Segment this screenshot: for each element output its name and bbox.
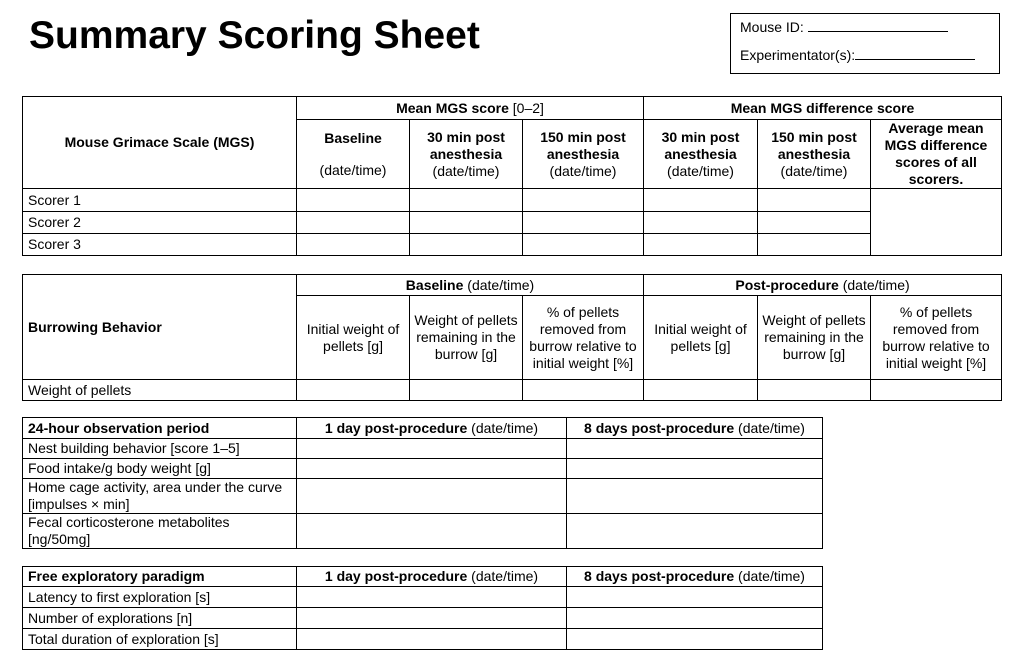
row-label: Scorer 2	[23, 212, 297, 234]
data-cell[interactable]	[297, 608, 567, 629]
mgs-group-mean-score	[297, 97, 644, 120]
data-cell[interactable]	[644, 380, 758, 401]
mouse-id-line	[740, 19, 948, 35]
data-cell[interactable]	[567, 587, 823, 608]
observation-table	[22, 417, 823, 549]
table-row	[23, 439, 823, 459]
burrowing-col-header: Weight of pellets remaining in the burrow [g]	[410, 296, 523, 380]
burrowing-group-baseline	[297, 275, 644, 296]
group-label-bold: Baseline	[405, 276, 464, 293]
group-label-bold: Post-procedure	[735, 276, 839, 293]
data-cell[interactable]	[644, 189, 758, 212]
row-label: Food intake/g body weight [g]	[23, 459, 297, 479]
mouse-id-field[interactable]	[808, 19, 948, 32]
data-cell[interactable]	[297, 189, 410, 212]
experimentator-field[interactable]	[855, 47, 975, 60]
row-label: Fecal corticosterone metabolites [ng/50mg]	[23, 514, 297, 549]
data-cell[interactable]	[297, 380, 410, 401]
group-label-normal: [0–2]	[508, 99, 544, 116]
table-row	[23, 608, 823, 629]
data-cell[interactable]	[758, 212, 871, 234]
data-cell[interactable]	[567, 514, 823, 549]
col-title: 1 day post-procedure	[324, 568, 468, 584]
data-cell[interactable]	[523, 189, 644, 212]
col-subtitle: (date/time)	[467, 419, 539, 436]
data-cell[interactable]	[297, 439, 567, 459]
data-cell[interactable]	[523, 380, 644, 401]
row-label: Total duration of exploration [s]	[23, 629, 297, 650]
data-cell[interactable]	[644, 212, 758, 234]
col-subtitle: (date/time)	[734, 419, 805, 436]
data-cell[interactable]	[410, 234, 523, 256]
table-row	[23, 212, 1002, 234]
exploratory-col-header	[567, 567, 823, 587]
burrowing-col-header: % of pellets removed from burrow relative to initial weight [%]	[871, 296, 1002, 380]
data-cell[interactable]	[297, 629, 567, 650]
col-title: 8 days post-procedure	[584, 568, 735, 584]
experimentator-label: Experimentator(s):	[740, 47, 856, 63]
page-title: Summary Scoring Sheet	[29, 14, 480, 57]
data-cell[interactable]	[297, 212, 410, 234]
data-cell[interactable]	[297, 479, 567, 514]
experimentator-line	[740, 47, 975, 63]
mouse-id-label: Mouse ID:	[740, 19, 804, 35]
data-cell[interactable]	[758, 380, 871, 401]
average-cell[interactable]	[871, 189, 1002, 256]
row-label: Latency to first exploration [s]	[23, 587, 297, 608]
col-title: 8 days post-procedure	[584, 419, 735, 436]
burrowing-group-post-procedure	[644, 275, 1002, 296]
col-title: 150 min post anesthesia	[540, 128, 626, 162]
mgs-group-difference-score: Mean MGS difference score	[644, 97, 1002, 120]
col-subtitle: (date/time)	[667, 162, 734, 179]
observation-col-header	[567, 418, 823, 439]
observation-col-header	[297, 418, 567, 439]
row-label: Nest building behavior [score 1–5]	[23, 439, 297, 459]
burrowing-col-header: % of pellets removed from burrow relative to initial weight [%]	[523, 296, 644, 380]
col-subtitle: (date/time)	[319, 161, 387, 178]
table-row	[23, 380, 1002, 401]
col-title: Baseline	[324, 129, 382, 146]
table-row	[23, 459, 823, 479]
col-title: 150 min post anesthesia	[771, 128, 857, 162]
col-subtitle: (date/time)	[549, 162, 617, 179]
row-label: Weight of pellets	[23, 380, 297, 401]
col-subtitle: (date/time)	[467, 568, 539, 584]
mgs-col-header-average: Average mean MGS difference scores of all scorers.	[871, 120, 1002, 189]
data-cell[interactable]	[758, 189, 871, 212]
group-label-bold: Mean MGS score	[396, 99, 509, 116]
row-label: Scorer 1	[23, 189, 297, 212]
col-title: 30 min post anesthesia	[661, 128, 740, 162]
table-row	[23, 629, 823, 650]
table-row	[23, 514, 823, 549]
id-box	[730, 13, 1000, 74]
mgs-col-header	[410, 120, 523, 189]
burrowing-col-header: Initial weight of pellets [g]	[297, 296, 410, 380]
col-title: 1 day post-procedure	[324, 419, 468, 436]
exploratory-col-header	[297, 567, 567, 587]
mgs-table	[22, 96, 1002, 256]
mgs-row-header: Mouse Grimace Scale (MGS)	[23, 97, 297, 189]
mgs-col-header	[297, 120, 410, 189]
data-cell[interactable]	[410, 189, 523, 212]
table-row	[23, 189, 1002, 212]
data-cell[interactable]	[567, 479, 823, 514]
data-cell[interactable]	[297, 234, 410, 256]
data-cell[interactable]	[297, 459, 567, 479]
data-cell[interactable]	[297, 587, 567, 608]
burrowing-col-header: Initial weight of pellets [g]	[644, 296, 758, 380]
table-row	[23, 234, 1002, 256]
data-cell[interactable]	[644, 234, 758, 256]
data-cell[interactable]	[410, 380, 523, 401]
group-label-normal: (date/time)	[838, 276, 910, 293]
burrowing-table	[22, 274, 1002, 401]
data-cell[interactable]	[410, 212, 523, 234]
exploratory-row-header: Free exploratory paradigm	[23, 567, 297, 587]
row-label: Scorer 3	[23, 234, 297, 256]
col-subtitle: (date/time)	[432, 162, 500, 179]
data-cell[interactable]	[567, 608, 823, 629]
col-title: 30 min post anesthesia	[427, 128, 505, 162]
mgs-col-header	[644, 120, 758, 189]
col-subtitle: (date/time)	[780, 162, 848, 179]
data-cell[interactable]	[523, 212, 644, 234]
col-subtitle: (date/time)	[734, 568, 805, 584]
data-cell[interactable]	[297, 514, 567, 549]
mgs-col-header	[523, 120, 644, 189]
data-cell[interactable]	[567, 459, 823, 479]
table-row	[23, 587, 823, 608]
data-cell[interactable]	[523, 234, 644, 256]
data-cell[interactable]	[871, 380, 1002, 401]
exploratory-table	[22, 566, 823, 650]
table-row	[23, 479, 823, 514]
burrowing-row-header: Burrowing Behavior	[23, 275, 297, 380]
row-label: Home cage activity, area under the curve [impulses × min]	[23, 479, 297, 514]
observation-row-header: 24-hour observation period	[23, 418, 297, 439]
group-label-normal: (date/time)	[463, 276, 535, 293]
data-cell[interactable]	[567, 439, 823, 459]
data-cell[interactable]	[758, 234, 871, 256]
burrowing-col-header: Weight of pellets remaining in the burrow [g]	[758, 296, 871, 380]
row-label: Number of explorations [n]	[23, 608, 297, 629]
data-cell[interactable]	[567, 629, 823, 650]
mgs-col-header	[758, 120, 871, 189]
